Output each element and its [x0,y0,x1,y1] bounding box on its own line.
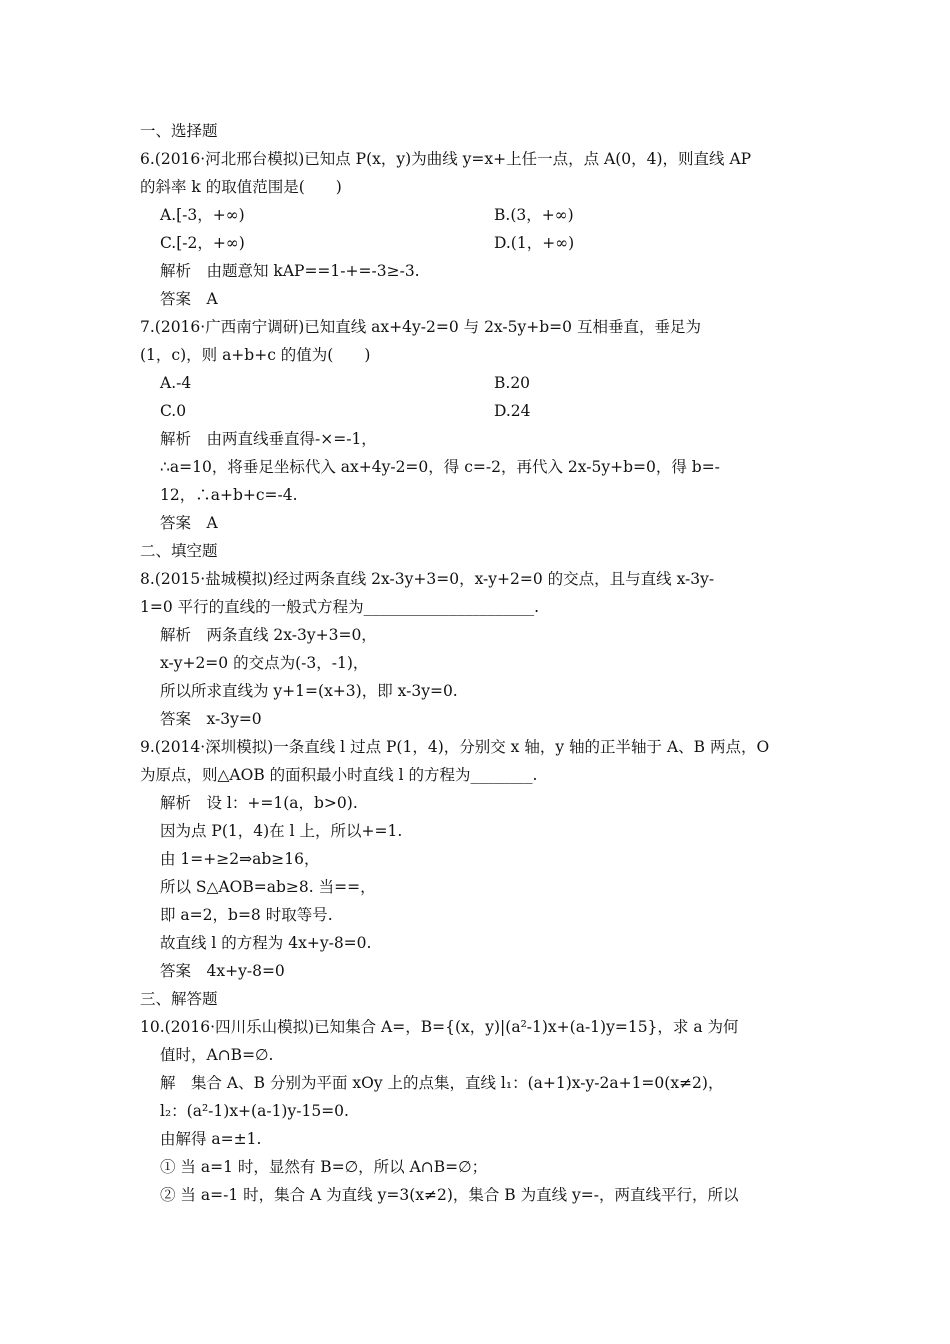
option-d: D.24 [494,402,531,420]
analysis-9-line-5: 即 a=2，b=8 时取等号. [160,906,333,924]
analysis-7-line-3: 12，∴a+b+c=-4. [160,486,298,504]
answer-7: 答案 A [160,514,218,532]
analysis-9-line-1: 解析 设 l：+=1(a，b>0). [160,794,358,812]
option-a: A.-4 [160,374,192,392]
question-10-line-2: 值时，A∩B=∅. [160,1046,274,1064]
answer-9: 答案 4x+y-8=0 [160,962,285,980]
solution-10-line-3: 由解得 a=±1. [160,1130,262,1148]
analysis-9-line-4: 所以 S△AOB=ab≥8. 当==， [160,878,376,896]
question-10-line-1: 10.(2016·四川乐山模拟)已知集合 A=，B={(x，y)|(a²-1)x+(a-1)y=15}，求 a 为何 [140,1018,739,1036]
question-6-line-1: 6.(2016·河北邢台模拟)已知点 P(x，y)为曲线 y=x+上任一点，点 A(0，4)，则直线 AP [140,150,752,168]
question-8-line-1: 8.(2015·盐城模拟)经过两条直线 2x-3y+3=0，x-y+2=0 的交点，且与直线 x-3y- [140,570,715,588]
solution-10-line-1: 解 集合 A、B 分别为平面 xOy 上的点集，直线 l₁：(a+1)x-y-2a+1=0(x≠2)， [160,1074,724,1092]
option-c: C.0 [160,402,187,420]
option-d: D.(1，+∞) [494,234,575,252]
section-heading-choice: 一、选择题 [140,122,218,140]
solution-10-line-5: ② 当 a=-1 时，集合 A 为直线 y=3(x≠2)，集合 B 为直线 y=-，两直线平行，所以 [160,1186,739,1204]
analysis-7-line-2: ∴a=10，将垂足坐标代入 ax+4y-2=0，得 c=-2，再代入 2x-5y+b=0，得 b=- [160,458,720,476]
question-8-line-2: 1=0 平行的直线的一般式方程为______________________. [140,598,540,616]
answer-6: 答案 A [160,290,218,308]
analysis-8-line-2: x-y+2=0 的交点为(-3，-1)， [160,654,369,672]
analysis-7-line-1: 解析 由两直线垂直得-×=-1， [160,430,377,448]
question-7-line-2: (1，c)，则 a+b+c 的值为( ) [140,346,371,364]
question-6-line-2: 的斜率 k 的取值范围是( ) [140,178,342,196]
section-heading-solve: 三、解答题 [140,990,218,1008]
solution-10-line-2: l₂：(a²-1)x+(a-1)y-15=0. [160,1102,349,1120]
analysis-6: 解析 由题意知 kAP==1-+=-3≥-3. [160,262,420,280]
option-c: C.[-2，+∞) [160,234,245,252]
solution-10-line-4: ① 当 a=1 时，显然有 B=∅，所以 A∩B=∅； [160,1158,488,1176]
option-b: B.20 [494,374,531,392]
analysis-8-line-1: 解析 两条直线 2x-3y+3=0， [160,626,377,644]
question-9-line-2: 为原点，则△AOB 的面积最小时直线 l 的方程为________. [140,766,538,784]
question-7-line-1: 7.(2016·广西南宁调研)已知直线 ax+4y-2=0 与 2x-5y+b=0 互相垂直，垂足为 [140,318,701,336]
option-b: B.(3，+∞) [494,206,574,224]
section-heading-fill: 二、填空题 [140,542,218,560]
analysis-9-line-3: 由 1=+≥2⇒ab≥16， [160,850,320,868]
question-9-line-1: 9.(2014·深圳模拟)一条直线 l 过点 P(1，4)，分别交 x 轴，y 轴的正半轴于 A、B 两点，O [140,738,770,756]
analysis-8-line-3: 所以所求直线为 y+1=(x+3)，即 x-3y=0. [160,682,458,700]
analysis-9-line-6: 故直线 l 的方程为 4x+y-8=0. [160,934,372,952]
analysis-9-line-2: 因为点 P(1，4)在 l 上，所以+=1. [160,822,403,840]
option-a: A.[-3，+∞) [160,206,245,224]
answer-8: 答案 x-3y=0 [160,710,262,728]
